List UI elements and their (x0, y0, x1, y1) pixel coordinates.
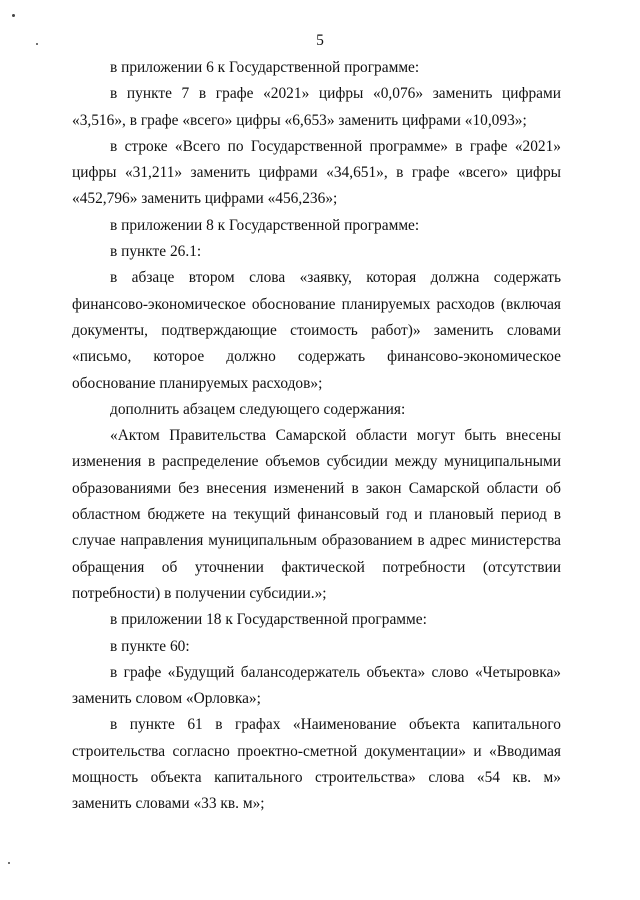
paragraph: в строке «Всего по Государственной программе» в графе «2021» цифры «31,211» заменить цифрами «34,651», в графе «всего» цифры «452,796» заменить цифрами «456,236»; (72, 137, 561, 208)
paragraph: «Актом Правительства Самарской области могут быть внесены изменения в распределение объемов субсидии между муниципальными образованиями без внесения изменений в закон Самарской области об областном бюджете на текущий финансовый год и плановый период в случае направления муниципальным образованием в адрес министерства обращения об уточнении фактической потребности (отсутствии потребности) в получении субсидии.»; (72, 427, 561, 602)
paragraph: дополнить абзацем следующего содержания: (110, 400, 406, 418)
scan-speck (12, 14, 15, 17)
paragraph: в графе «Будущий балансодержатель объекта» слово «Четыровка» заменить словом «Орловка»; (72, 663, 561, 708)
paragraph: в приложении 18 к Государственной программе: (110, 611, 427, 629)
page-number: 5 (316, 32, 324, 49)
scan-speck (8, 862, 10, 864)
paragraph: в пункте 61 в графах «Наименование объекта капитального строительства согласно проектно-сметной документации» и «Вводимая мощность объекта капитального строительства» слова «54 кв. м» заменить словами «33 кв. м»; (72, 716, 561, 813)
document-body (72, 55, 561, 818)
paragraph: в абзаце втором слова «заявку, которая должна содержать финансово-экономическое обоснование планируемых расходов (включая документы, подтверждающие стоимость работ)» заменить словами «письмо, которое должно содержать финансово-экономическое обоснование планируемых расходов»; (72, 269, 561, 392)
paragraph: в приложении 6 к Государственной программе: (110, 59, 420, 76)
paragraph: в приложении 8 к Государственной программе: (110, 216, 420, 234)
paragraph: в пункте 60: (110, 637, 190, 655)
paragraph: в пункте 7 в графе «2021» цифры «0,076» заменить цифрами «3,516», в графе «всего» цифры «6,653» заменить цифрами «10,093»; (72, 85, 561, 129)
paragraph: в пункте 26.1: (110, 243, 202, 261)
